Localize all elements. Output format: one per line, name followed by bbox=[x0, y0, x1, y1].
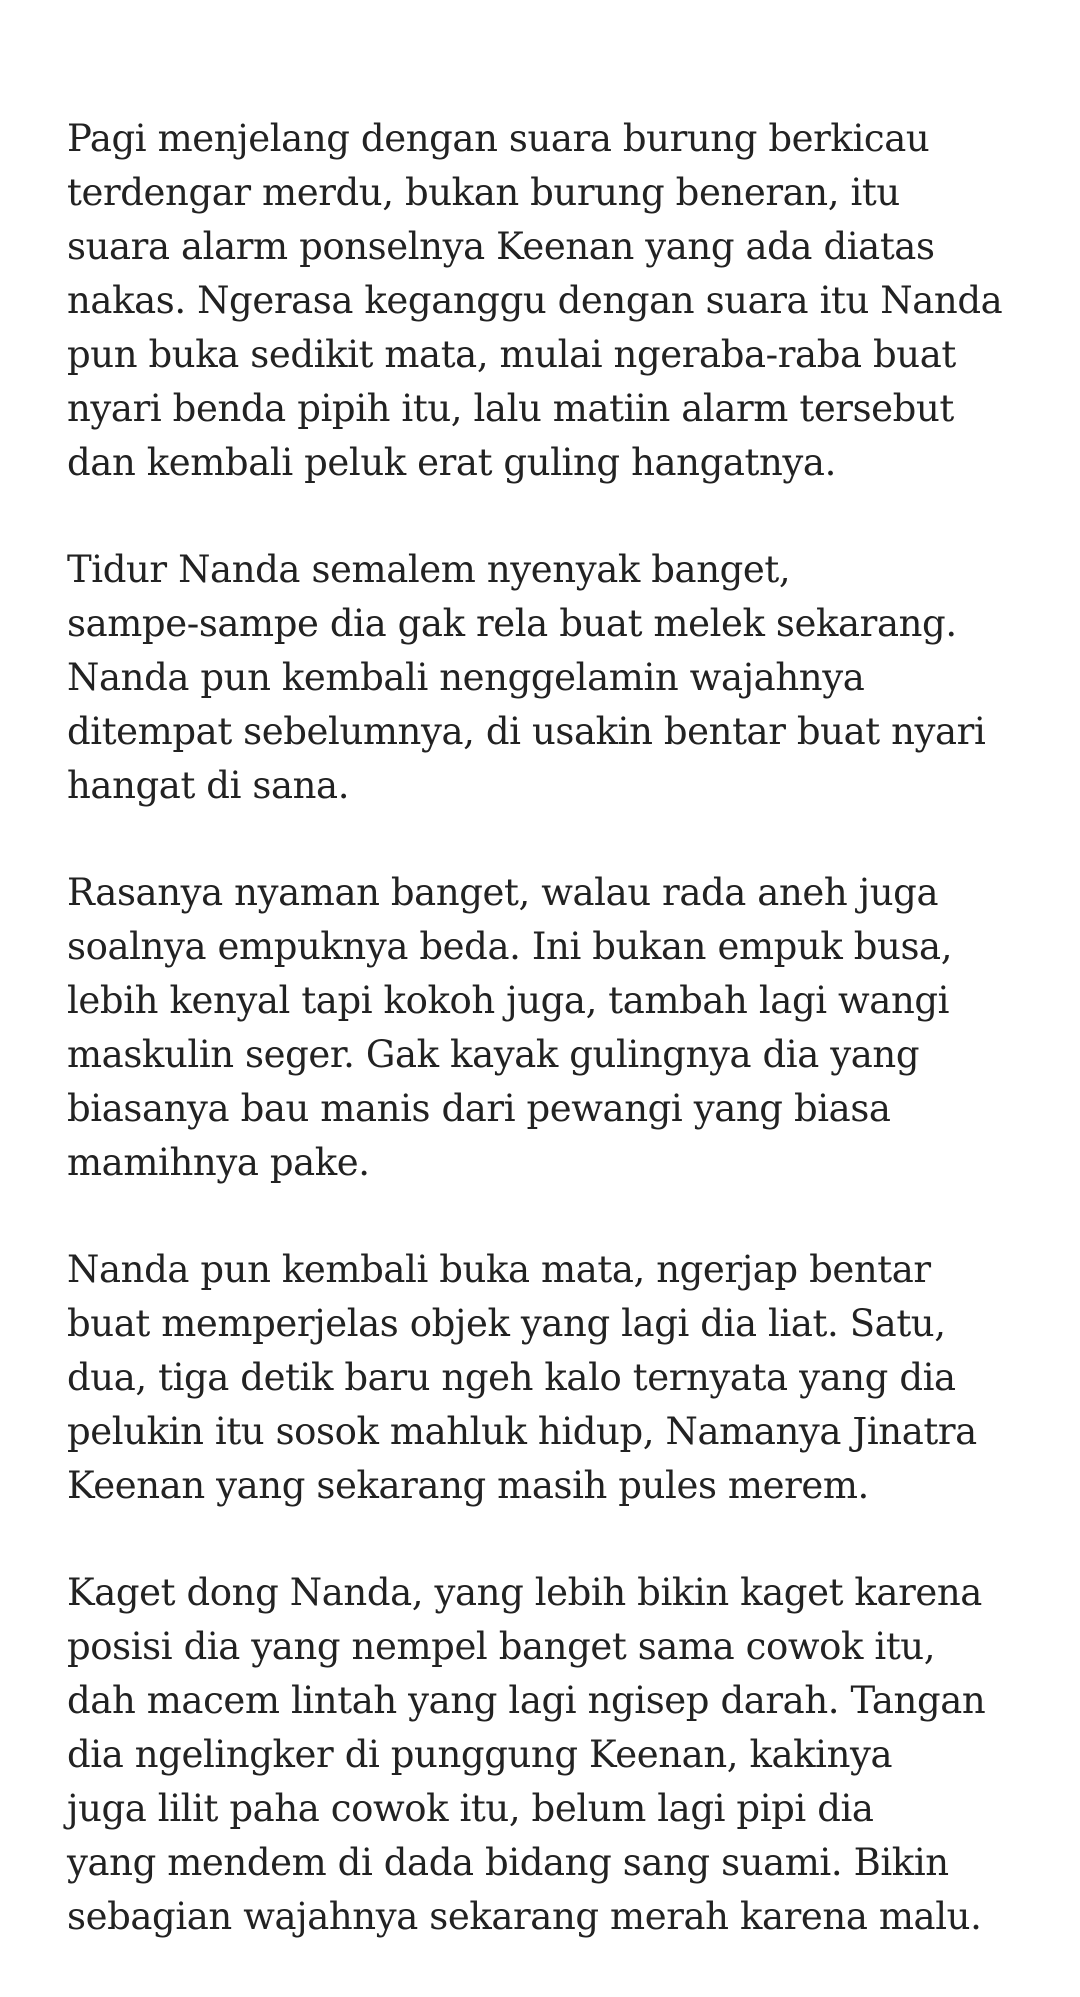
article-body bbox=[67, 112, 1057, 1997]
text-line: sebagian wajahnya sekarang merah karena malu. bbox=[67, 1895, 982, 1938]
text-line: posisi dia yang nempel banget sama cowok itu, bbox=[67, 1625, 936, 1668]
text-line: hangat di sana. bbox=[67, 764, 350, 807]
text-line: pun buka sedikit mata, mulai ngeraba-raba buat bbox=[67, 333, 956, 376]
text-line: mamihnya pake. bbox=[67, 1141, 370, 1184]
text-line: Nanda pun kembali nenggelamin wajahnya bbox=[67, 656, 865, 699]
paragraph-2 bbox=[67, 543, 1057, 813]
text-line: sampe-sampe dia gak rela buat melek sekarang. bbox=[67, 602, 957, 645]
text-line: Pagi menjelang dengan suara burung berkicau bbox=[67, 117, 930, 160]
text-line: nyari benda pipih itu, lalu matiin alarm tersebut bbox=[67, 387, 954, 430]
paragraph-4 bbox=[67, 1243, 1057, 1513]
text-line: nakas. Ngerasa keganggu dengan suara itu Nanda bbox=[67, 279, 1003, 322]
text-line: biasanya bau manis dari pewangi yang biasa bbox=[67, 1087, 891, 1130]
text-line: Tidur Nanda semalem nyenyak banget, bbox=[67, 548, 791, 591]
text-line: buat memperjelas objek yang lagi dia liat. Satu, bbox=[67, 1302, 946, 1345]
text-line: Kaget dong Nanda, yang lebih bikin kaget karena bbox=[67, 1571, 982, 1614]
text-line: ditempat sebelumnya, di usakin bentar buat nyari bbox=[67, 710, 986, 753]
text-line: lebih kenyal tapi kokoh juga, tambah lagi wangi bbox=[67, 979, 950, 1022]
text-line: maskulin seger. Gak kayak gulingnya dia yang bbox=[67, 1033, 920, 1076]
text-line: Keenan yang sekarang masih pules merem. bbox=[67, 1464, 869, 1507]
paragraph-5 bbox=[67, 1566, 1057, 1944]
text-line: dua, tiga detik baru ngeh kalo ternyata yang dia bbox=[67, 1356, 956, 1399]
text-line: dah macem lintah yang lagi ngisep darah. Tangan bbox=[67, 1679, 986, 1722]
text-line: Rasanya nyaman banget, walau rada aneh juga bbox=[67, 871, 939, 914]
text-line: suara alarm ponselnya Keenan yang ada diatas bbox=[67, 225, 935, 268]
text-line: terdengar merdu, bukan burung beneran, itu bbox=[67, 171, 900, 214]
paragraph-3 bbox=[67, 866, 1057, 1190]
paragraph-1 bbox=[67, 112, 1057, 490]
text-line: pelukin itu sosok mahluk hidup, Namanya Jinatra bbox=[67, 1410, 977, 1453]
text-line: soalnya empuknya beda. Ini bukan empuk busa, bbox=[67, 925, 953, 968]
text-line: Nanda pun kembali buka mata, ngerjap bentar bbox=[67, 1248, 931, 1291]
text-line: yang mendem di dada bidang sang suami. Bikin bbox=[67, 1841, 949, 1884]
text-line: dan kembali peluk erat guling hangatnya. bbox=[67, 441, 836, 484]
text-line: dia ngelingker di punggung Keenan, kakinya bbox=[67, 1733, 893, 1776]
text-line: juga lilit paha cowok itu, belum lagi pipi dia bbox=[67, 1787, 874, 1830]
